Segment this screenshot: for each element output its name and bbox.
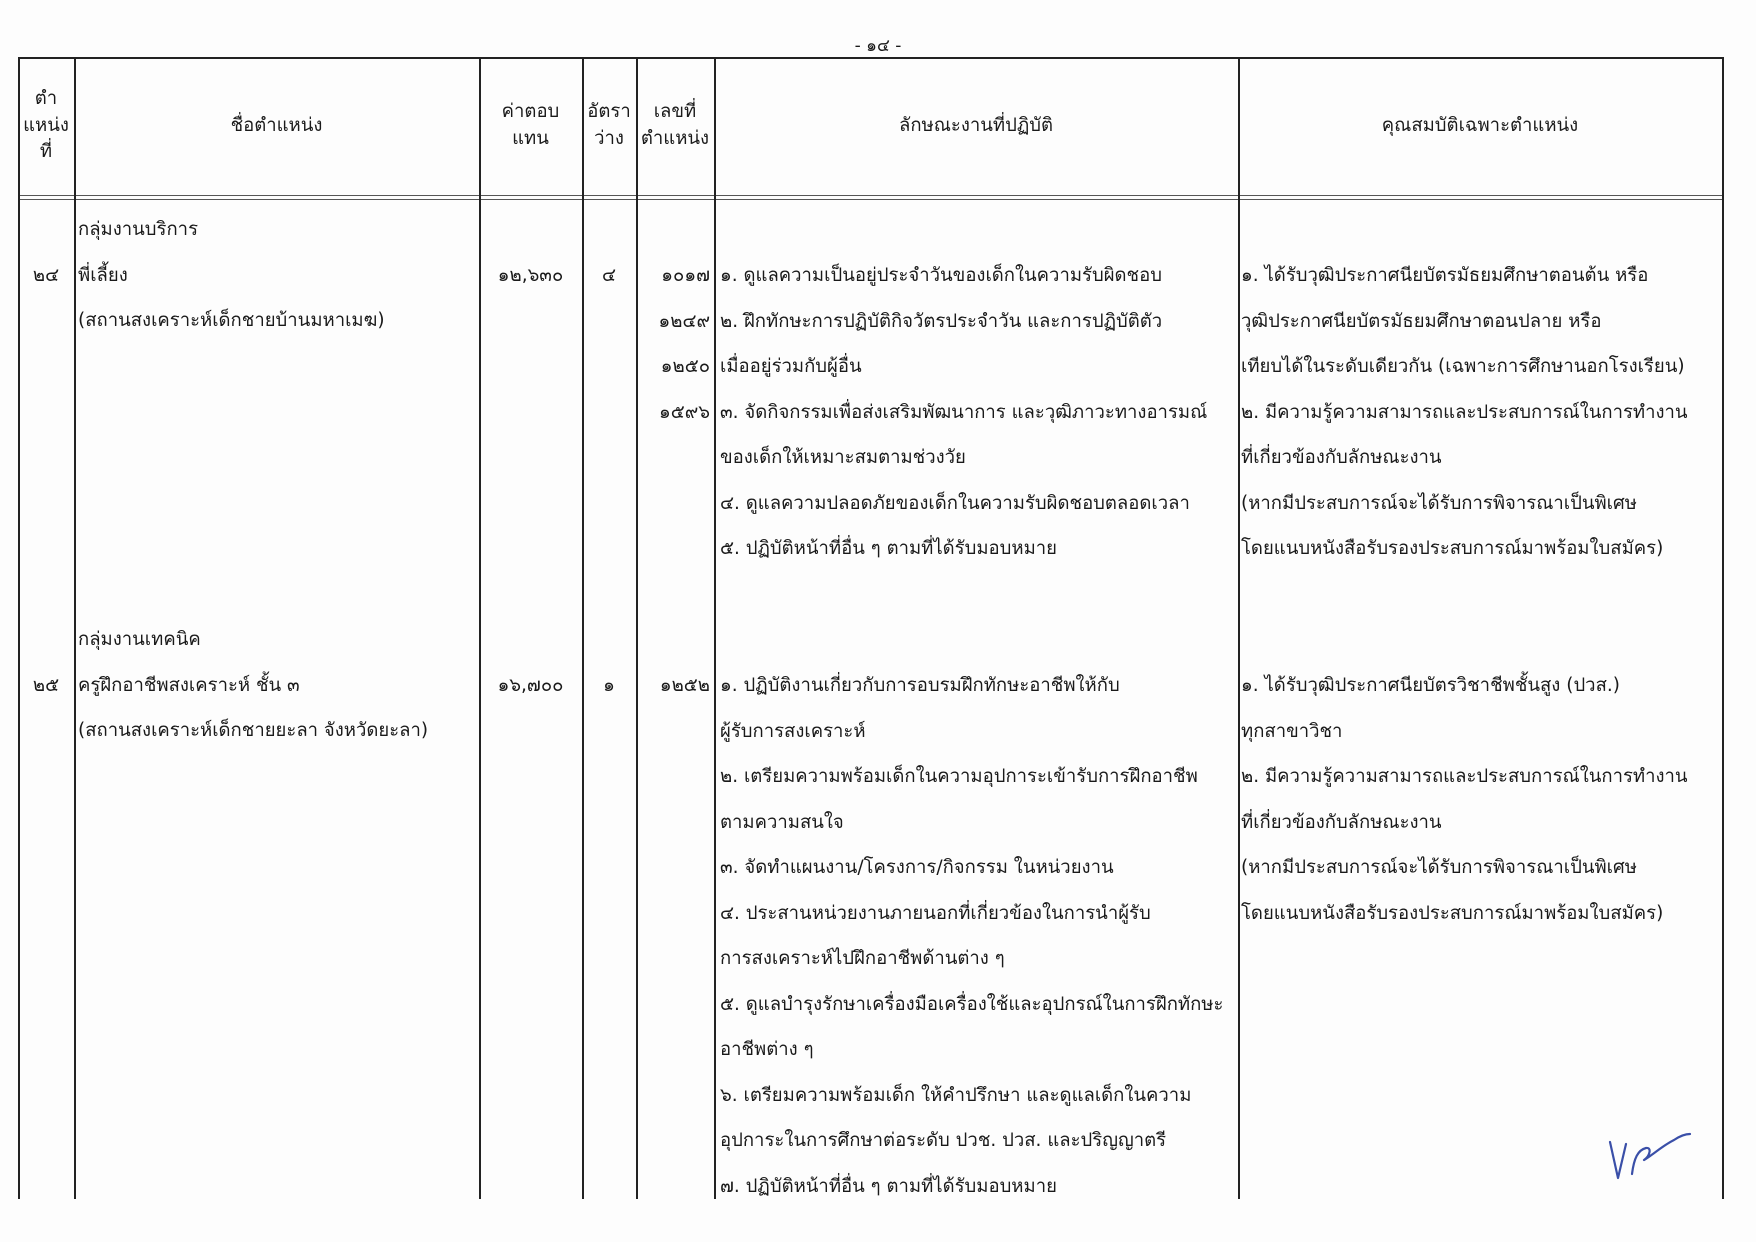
duty-line: ๑. ดูแลความเป็นอยู่ประจำวันของเด็กในความรับผิดชอบ <box>720 265 1162 286</box>
header-position-title: ชื่อตำแหน่ง <box>230 114 323 136</box>
position-title: พี่เลี้ยง <box>78 265 128 286</box>
duty-line: ๒. ฝึกทักษะการปฏิบัติกิจวัตรประจำวัน และการปฏิบัติตัว <box>720 310 1163 332</box>
col-divider <box>74 57 76 1199</box>
qualification-line: ๑. ได้รับวุฒิประกาศนียบัตรวิชาชีพชั้นสูง (ปวส.) <box>1241 675 1620 696</box>
header-qualifications: คุณสมบัติเฉพาะตำแหน่ง <box>1381 114 1579 136</box>
col-divider <box>636 57 638 1199</box>
duty-line: อุปการะในการศึกษาต่อระดับ ปวช. ปวส. และปริญญาตรี <box>720 1130 1167 1151</box>
qualification-line: ที่เกี่ยวข้องกับลักษณะงาน <box>1241 811 1442 833</box>
header-bottom-border-2 <box>18 199 1724 200</box>
duties-list <box>720 253 1207 572</box>
duties-list <box>720 663 1223 1209</box>
vacancy-value: ๔ <box>601 265 616 286</box>
unit-name: (สถานสงเคราะห์เด็กชายยะลา จังหวัดยะลา) <box>78 720 429 741</box>
group-heading: กลุ่มงานบริการ <box>78 219 199 240</box>
header-vacancy: อัตรา ว่าง <box>587 101 631 149</box>
duty-line: ตามความสนใจ <box>720 811 844 833</box>
duty-line: ๒. เตรียมความพร้อมเด็กในความอุปการะเข้ารับการฝึกอาชีพ <box>720 766 1198 787</box>
qualification-line: ๒. มีความรู้ความสามารถและประสบการณ์ในการทำงาน <box>1241 766 1688 787</box>
page-number: - ๑๔ - <box>854 36 902 56</box>
col-divider <box>18 57 20 1199</box>
unit-name: (สถานสงเคราะห์เด็กชายบ้านมหาเมฆ) <box>78 310 385 331</box>
qualification-line: (หากมีประสบการณ์จะได้รับการพิจารณาเป็นพิเศษ <box>1241 857 1637 878</box>
col-divider <box>582 57 584 1199</box>
duty-line: ของเด็กให้เหมาะสมตามช่วงวัย <box>720 447 966 468</box>
qualification-line: ที่เกี่ยวข้องกับลักษณะงาน <box>1241 447 1442 468</box>
duty-line: ๓. จัดทำแผนงาน/โครงการ/กิจกรรม ในหน่วยงาน <box>720 857 1114 878</box>
qualification-line: (หากมีประสบการณ์จะได้รับการพิจารณาเป็นพิเศษ <box>1241 492 1637 514</box>
qualification-line: ทุกสาขาวิชา <box>1241 720 1343 742</box>
signature-initials <box>1604 1124 1694 1184</box>
row-number: ๒๔ <box>32 265 60 286</box>
qualification-line: เทียบได้ในระดับเดียวกัน (เฉพาะการศึกษานอกโรงเรียน) <box>1241 356 1685 377</box>
qualification-line: โดยแนบหนังสือรับรองประสบการณ์มาพร้อมใบสมัคร) <box>1241 538 1664 559</box>
duty-line: ๕. ปฏิบัติหน้าที่อื่น ๆ ตามที่ได้รับมอบหมาย <box>720 538 1058 559</box>
header-compensation: ค่าตอบ แทน <box>501 101 560 149</box>
duty-line: ๗. ปฏิบัติหน้าที่อื่น ๆ ตามที่ได้รับมอบหมาย <box>720 1175 1057 1197</box>
duty-line: ๖. เตรียมความพร้อมเด็ก ให้คำปรึกษา และดูแลเด็กในความ <box>720 1084 1192 1106</box>
compensation-value: ๑๒,๖๓๐ <box>497 265 564 286</box>
position-number: ๑๐๑๗ <box>661 265 710 286</box>
duty-line: ๓. จัดกิจกรรมเพื่อส่งเสริมพัฒนาการ และวุฒิภาวะทางอารมณ์ <box>720 401 1208 423</box>
header-duties: ลักษณะงานที่ปฏิบัติ <box>898 114 1054 136</box>
duty-line: ผู้รับการสงเคราะห์ <box>720 720 866 742</box>
qualifications-list <box>1241 253 1688 572</box>
duty-line: เมื่ออยู่ร่วมกับผู้อื่น <box>720 356 862 377</box>
qualification-line: วุฒิประกาศนียบัตรมัธยมศึกษาตอนปลาย หรือ <box>1241 310 1602 332</box>
vacancy-value: ๑ <box>603 675 615 696</box>
group-heading: กลุ่มงานเทคนิค <box>78 629 201 650</box>
header-position-no: ตำ แหน่ง ที่ <box>23 87 69 163</box>
duty-line: ๔. ดูแลความปลอดภัยของเด็กในความรับผิดชอบตลอดเวลา <box>720 492 1190 514</box>
qualification-line: ๒. มีความรู้ความสามารถและประสบการณ์ในการทำงาน <box>1241 401 1688 423</box>
col-divider <box>479 57 481 1199</box>
position-number: ๑๕๙๖ <box>658 401 710 423</box>
col-divider <box>1722 57 1724 1199</box>
header-position-number: เลขที่ ตำแหน่ง <box>640 101 710 149</box>
duty-line: ๔. ประสานหน่วยงานภายนอกที่เกี่ยวข้องในการนำผู้รับ <box>720 902 1151 924</box>
duty-line: ๑. ปฏิบัติงานเกี่ยวกับการอบรมฝึกทักษะอาชีพให้กับ <box>720 675 1120 696</box>
position-number: ๑๒๕๐ <box>660 356 710 377</box>
header-bottom-border <box>18 195 1724 196</box>
qualification-line: ๑. ได้รับวุฒิประกาศนียบัตรมัธยมศึกษาตอนต้น หรือ <box>1241 265 1649 286</box>
qualification-line: โดยแนบหนังสือรับรองประสบการณ์มาพร้อมใบสมัคร) <box>1241 902 1664 924</box>
position-number: ๑๒๔๙ <box>658 310 710 332</box>
positions-table <box>18 57 1724 1199</box>
position-title: ครูฝึกอาชีพสงเคราะห์ ชั้น ๓ <box>78 675 300 696</box>
duty-line: ๕. ดูแลบำรุงรักษาเครื่องมือเครื่องใช้และอุปกรณ์ในการฝึกทักษะ <box>720 993 1224 1015</box>
col-divider <box>1238 57 1240 1199</box>
col-divider <box>714 57 716 1199</box>
position-number: ๑๒๕๒ <box>659 675 710 696</box>
duty-line: อาชีพต่าง ๆ <box>720 1039 814 1060</box>
qualifications-list <box>1241 663 1688 936</box>
position-number-list <box>636 253 710 435</box>
position-number-list <box>636 663 710 709</box>
compensation-value: ๑๖,๗๐๐ <box>497 675 564 696</box>
duty-line: การสงเคราะห์ไปฝึกอาชีพด้านต่าง ๆ <box>720 948 1005 969</box>
row-number: ๒๕ <box>32 675 60 696</box>
